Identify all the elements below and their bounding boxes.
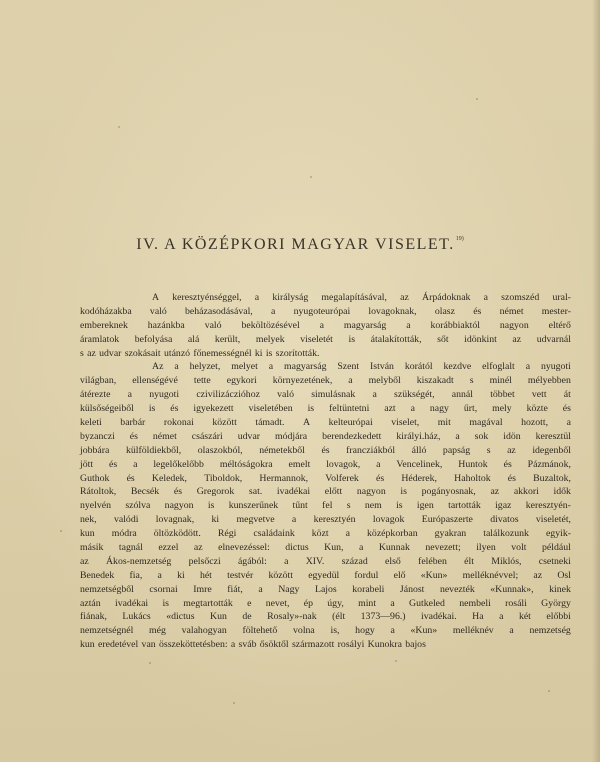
text-line: átérezte a nyugoti czivilizáczióhoz való simulásnak a szükségét, annál többet vett át: [80, 389, 571, 401]
paper-speck: [395, 660, 397, 662]
text-line: másik tagnál ezzel az elnevezéssel: dictus Kun, a Kunnak nevezett; ilyen volt például: [80, 542, 571, 554]
text-line: Benedek fia, a ki hét testvér között egyedül fordul elő «Kun» melléknévvel; az Osl: [80, 569, 571, 581]
paper-speck: [149, 662, 151, 664]
text-line: aztán ivadékai is megtartották e nevet, ép úgy, mint a Gutkeled nembeli rosáli György: [80, 597, 571, 609]
footnote-reference: 19): [455, 236, 464, 242]
page-edge-shadow: [592, 0, 600, 762]
text-line: nemzetségből csornai Imre fiát, a Nagy Lajos korabeli Jánost nevezték «Kunnak», kinek: [80, 583, 571, 595]
text-line: Rátoltok, Becsék és Gregorok sat. ivadékai előtt nagyon is pogányosnak, az akkori idők: [80, 486, 571, 498]
text-line: byzanczi és német császári udvar módjára berendezkedett királyi.ház, a sok idön keresztül: [80, 430, 571, 442]
text-line: kodóházakba való beházasodásával, a nyugoteurópai lovagoknak, olasz és német mester-: [80, 305, 571, 317]
text-line: világban, ellenségévé tette egykori környezetének, a melyből kiszakadt s minél mélyebben: [80, 375, 571, 387]
paper-speck: [548, 690, 550, 692]
text-line: külsőségeiből is és igyekezett viseletében is feltüntetni azt a nagy űrt, mely közte és: [80, 403, 571, 415]
text-line: keleti barbár rokonai között támadt. A kelteurópai viselet, mit magával hozott, a: [80, 417, 571, 429]
text-line: jött és a legelőkelőbb méltóságokra emelt lovagok, a Vencelinek, Huntok és Pázmánok,: [80, 458, 571, 470]
text-line: jobbára külföldiekből, olaszokból, németekből és francziákból álló papság s az idegenből: [80, 444, 571, 456]
paper-speck: [476, 98, 478, 100]
text-line: nemzetségnél még valahogyan föltehető volna is, hogy a «Kun» melléknév a nemzetség: [80, 625, 571, 637]
text-line: embereknek hazánkba való beköltözésével a magyarság a korábbiaktól nagyon eltérő: [80, 319, 571, 331]
paper-speck: [310, 176, 312, 178]
text-line: nyelvén szólva nagyon is kunszerűnek tűnt fel s nem is igen tartották igaz keresztyén-: [80, 500, 571, 512]
text-line: s az udvar szokásait utánzó főnemességnél ki is szorították.: [80, 347, 320, 359]
paper-speck: [118, 126, 120, 128]
text-line: Az a helyzet, melyet a magyarság Szent István korától kezdve elfoglalt a nyugoti: [152, 361, 571, 373]
paper-speck: [233, 702, 235, 704]
text-line: nek, valódi lovagnak, ki megvetve a keresztyén lovagok Európaszerte divatos viseletét,: [80, 514, 571, 526]
text-line: fiának, Lukács «dictus Kun de Rosaly»-nak (élt 1373—96.) ivadékai. Ha a két előbbi: [80, 611, 571, 623]
text-line: áramlatok befolyása alá került, melyek viseletét is átalakították, sőt idönkint az udvarnál: [80, 333, 571, 345]
chapter-title: [0, 236, 600, 254]
text-line: kun eredetével van összeköttetésben: a sváb ősöktől származott rosályi Kunokra bajos: [80, 639, 426, 651]
text-line: A keresztyénséggel, a királyság megalapításával, az Árpádoknak a szomszéd ural-: [152, 292, 571, 303]
chapter-title-text: IV. A KÖZÉPKORI MAGYAR VISELET.: [136, 236, 455, 253]
text-line: az Ákos-nemzetség pelsőczi ágából: a XIV. század első felében élt Miklós, csetneki: [80, 555, 571, 567]
text-line: kun módra öltözködött. Régi családaink közt a középkorban gyakran találkozunk egyik-: [80, 528, 571, 540]
text-line: Guthok és Keledek, Tiboldok, Hermannok, Volferek és Héderek, Haholtok és Buzaltok,: [80, 472, 571, 484]
body-text: [80, 291, 571, 652]
paper-speck: [60, 530, 62, 532]
